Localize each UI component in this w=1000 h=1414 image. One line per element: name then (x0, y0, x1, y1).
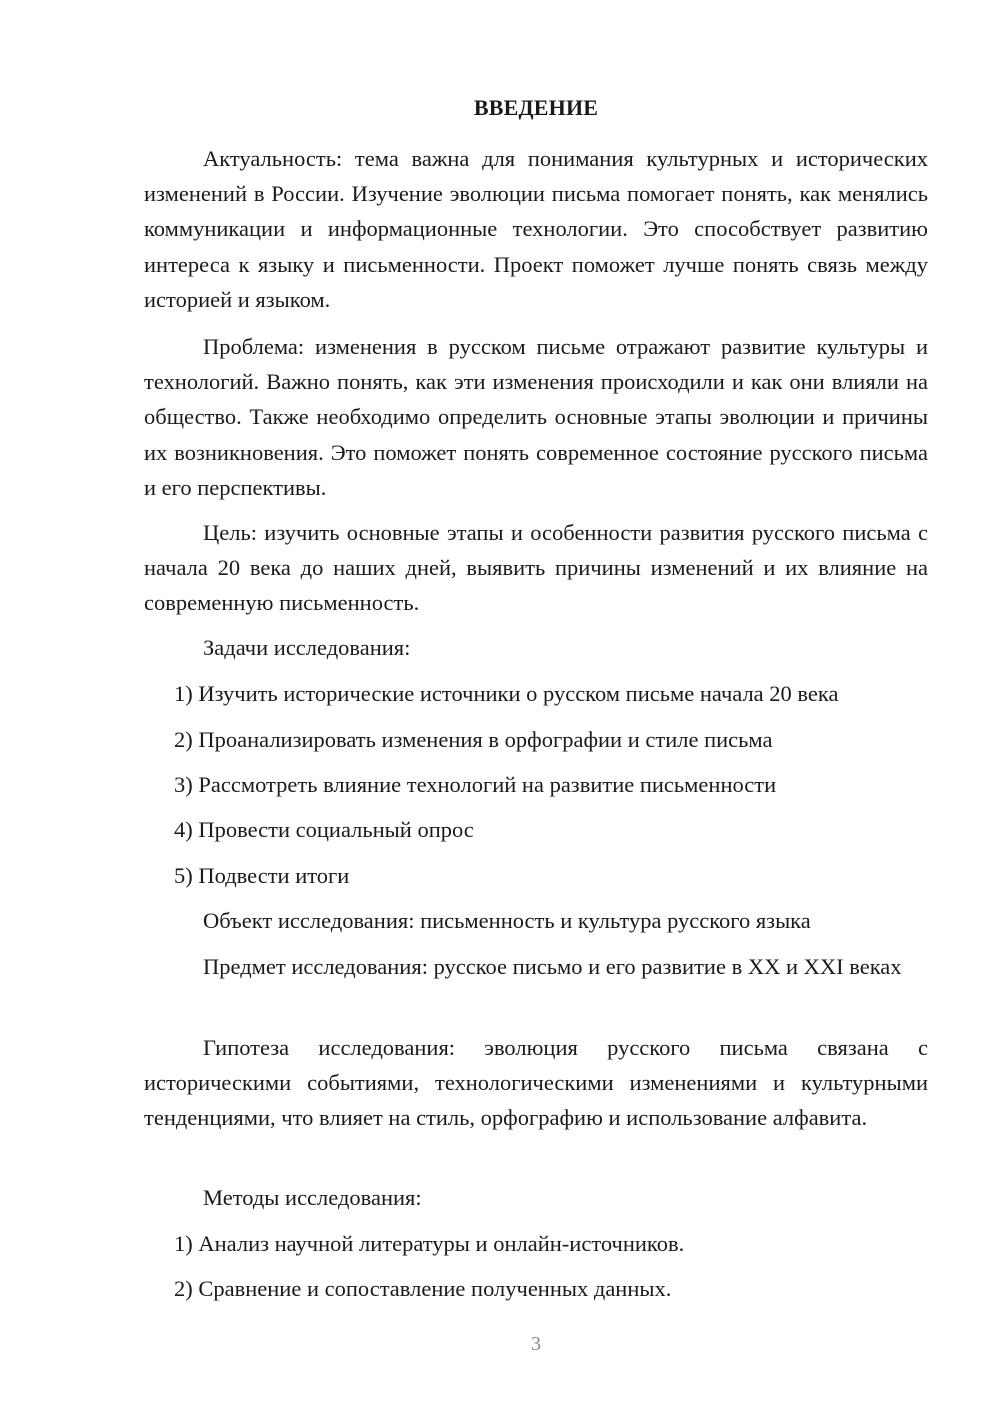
hypothesis-paragraph: Гипотеза исследования: эволюция русского письма связана с историческими событиями, технологическими изменениями и культурными тенденциями, что влияет на стиль, орфографию и использование алфавита. (144, 1035, 928, 1131)
goal-paragraph: Цель: изучить основные этапы и особенности развития русского письма с начала 20 века до наших дней, выявить причины изменений и их влияние на современную письменность. (144, 520, 928, 616)
methods-heading: Методы исследования: (203, 1185, 422, 1210)
task-item: 5) Подвести итоги (174, 863, 350, 888)
task-item: 4) Провести социальный опрос (174, 817, 474, 842)
relevance-paragraph: Актуальность: тема важна для понимания культурных и исторических изменений в России. Изучение эволюции письма помогает понять, как менялись коммуникации и информационные технологии. Это способствует развитию интереса к языку и письменности. Проект поможет лучше понять связь между историей и языком. (144, 146, 928, 312)
task-item: 2) Проанализировать изменения в орфографии и стиле письма (174, 727, 773, 752)
task-item: 1) Изучить исторические источники о русском письме начала 20 века (174, 681, 839, 706)
page-number: 3 (531, 1333, 541, 1355)
object-paragraph: Объект исследования: письменность и культура русского языка (203, 908, 811, 933)
document-page (144, 0, 928, 1414)
subject-paragraph: Предмет исследования: русское письмо и его развитие в XX и XXI веках (203, 954, 902, 979)
page-title: ВВЕДЕНИЕ (473, 95, 599, 120)
problem-paragraph: Проблема: изменения в русском письме отражают развитие культуры и технологий. Важно понять, как эти изменения происходили и как они влияли на общество. Также необходимо определить основные этапы эволюции и причины их возникновения. Это поможет понять современное состояние русского письма и его перспективы. (144, 334, 928, 500)
method-item: 2) Сравнение и сопоставление полученных данных. (174, 1276, 672, 1301)
task-item: 3) Рассмотреть влияние технологий на развитие письменности (174, 772, 777, 797)
method-item: 1) Анализ научной литературы и онлайн-источников. (174, 1231, 685, 1256)
tasks-heading: Задачи исследования: (203, 635, 411, 660)
